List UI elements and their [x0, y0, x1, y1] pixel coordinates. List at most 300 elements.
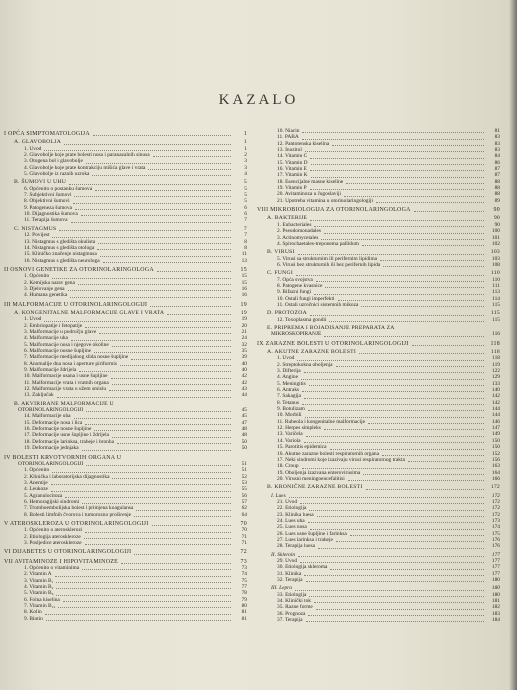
toc-entry-title: 11. Terapija šumova	[24, 217, 68, 224]
toc-page-number: 21	[241, 328, 247, 335]
dot-leader	[68, 290, 231, 291]
dot-leader	[97, 249, 231, 250]
dot-leader	[324, 429, 484, 430]
dot-leader	[78, 284, 231, 285]
dot-leader	[304, 442, 484, 443]
toc-page-number: 62	[241, 505, 247, 512]
toc-entry-title: 6. Općenito o postanku šumova	[24, 185, 93, 192]
toc-page-number: 87	[494, 166, 500, 173]
toc-entry	[4, 292, 247, 298]
dot-leader	[302, 132, 484, 133]
toc-page-number: 84	[494, 153, 500, 160]
dot-leader	[58, 607, 231, 608]
dot-leader	[56, 588, 231, 589]
dot-leader	[295, 590, 484, 591]
dot-leader	[311, 177, 484, 178]
toc-entry-title: 32. Terapija	[277, 577, 303, 584]
dot-leader	[112, 437, 231, 438]
dot-leader	[317, 516, 484, 517]
toc-page-number: 7	[244, 217, 247, 224]
toc-entry-title: 26. Lues usne šupljine i farinksa	[277, 530, 347, 537]
toc-entry-title: 18. Esencijalne masne kiseline	[277, 178, 344, 185]
dot-leader	[52, 237, 231, 238]
dot-leader	[69, 184, 231, 185]
toc-entry	[4, 258, 247, 264]
toc-entry-title: 11. PABA	[277, 134, 299, 141]
toc-page-number: 81	[494, 128, 500, 134]
toc-entry-title: 3. Anemije	[24, 479, 48, 486]
toc-page-number: 122	[491, 368, 500, 375]
toc-entry-title: 19. Vitamin P	[277, 185, 307, 192]
toc-entry-title: 3. Difterija	[277, 368, 301, 375]
toc-entry	[257, 617, 500, 623]
toc-entry-title: VI DIJABETES U OTORINOLARINGOLOGIJI	[4, 549, 132, 556]
dot-leader	[120, 365, 231, 366]
toc-page-number: 150	[491, 444, 500, 451]
toc-entry-title: 1. Općenito o aterosklerozi	[24, 527, 83, 534]
dot-leader	[93, 135, 231, 136]
toc-page-number: 2	[244, 152, 247, 159]
toc-entry-title: B. KRONIČNE ZARAZNE BOLESTI	[267, 484, 363, 491]
toc-page-number: 51	[241, 460, 247, 467]
dot-leader	[86, 465, 231, 466]
toc-entry-title: 16. Nistagmus s gledišta neurologa	[24, 257, 100, 264]
toc-page-number: 11	[241, 251, 247, 258]
toc-entry-title: MIKROSKOPIRANJE	[271, 331, 322, 338]
toc-page-number: 116	[492, 331, 500, 338]
toc-page-number: 51	[241, 467, 247, 474]
toc-entry-title: 14. Vitamin C	[277, 153, 308, 160]
toc-entry-title: 2. Kemijska narav gena	[24, 279, 75, 286]
toc-page-number: 150	[491, 437, 500, 444]
toc-entry-title: 9. Patogeneza šumova	[24, 204, 73, 211]
dot-leader	[92, 175, 231, 176]
toc-page-number: 177	[491, 558, 500, 564]
toc-page-number: 87	[494, 172, 500, 179]
dot-leader	[304, 398, 484, 399]
dot-leader	[376, 202, 484, 203]
toc-page-number: 81	[241, 609, 247, 616]
toc-entry-title: 6. Folna kiselina	[24, 596, 60, 603]
toc-page-number: 5	[244, 192, 247, 199]
toc-entry-title: 9. Malformacije ždrijela	[24, 367, 77, 374]
toc-left-column	[4, 128, 247, 622]
dot-leader	[298, 254, 484, 255]
dot-leader	[85, 532, 231, 533]
toc-page-number: 1	[243, 131, 247, 137]
toc-page-number: 5	[244, 198, 247, 205]
toc-page-number: 83	[494, 134, 500, 141]
dot-leader	[316, 281, 484, 282]
toc-entry-title: OTORINOLARINGOLOGIJI	[18, 407, 84, 414]
dot-leader	[330, 449, 484, 450]
toc-entry-title: 2. Streptokokna oboljenja	[277, 361, 333, 368]
toc-right-column	[257, 128, 500, 623]
toc-page-number: 129	[491, 374, 500, 381]
toc-page-number: 1	[243, 139, 247, 146]
toc-entry-title: 8. Tetanus	[277, 399, 299, 406]
toc-page-number: 172	[491, 505, 500, 512]
toc-entry-title: 6. Antraks	[277, 387, 300, 394]
toc-page-number: 45	[241, 413, 247, 420]
dot-leader	[59, 230, 231, 231]
toc-entry-title: 12. Pantotenska kiselina	[277, 140, 330, 147]
dot-leader	[332, 145, 484, 146]
dot-leader	[136, 510, 231, 511]
dot-leader	[308, 615, 484, 616]
toc-page-number: 133	[491, 380, 500, 387]
dot-leader	[368, 423, 484, 424]
toc-page-number: 13	[241, 257, 247, 264]
toc-page-number: 53	[241, 479, 247, 486]
dot-leader	[363, 474, 484, 475]
toc-page-number: 149	[491, 431, 500, 438]
toc-entry-title: 19. Deformacije jednjaka	[24, 445, 79, 452]
dot-leader	[103, 262, 231, 263]
toc-entry-title: II OSNOVI GENETIKE ZA OTORINOLARINGOLOGA	[4, 266, 154, 273]
toc-entry-title: 21. Uvod	[277, 498, 298, 505]
toc-entry-title: 1. Eubacteriales	[277, 221, 312, 228]
toc-page-number: 1	[244, 145, 247, 152]
toc-entry-title: 1. Uvod	[24, 316, 42, 323]
dot-leader	[75, 209, 231, 210]
toc-entry-title: 11. Rubeola i kongenitalne malformacije	[277, 418, 365, 425]
toc-page-number: 119	[492, 361, 500, 368]
toc-page-number: 88	[494, 185, 500, 192]
toc-entry-title: VII AVITAMINOZE I HIPOVITAMINOZE	[4, 558, 119, 565]
toc-page-number: 50	[241, 438, 247, 445]
toc-entry-title: 18. Croup	[277, 463, 299, 470]
dot-leader	[94, 430, 231, 431]
toc-page-number: 71	[241, 539, 247, 546]
toc-page-number: 64	[241, 511, 247, 518]
toc-page-number: 48	[241, 432, 247, 439]
toc-page-number: 55	[241, 486, 247, 493]
toc-page-number: 5	[243, 179, 247, 186]
dot-leader	[150, 306, 231, 307]
toc-entry-title: 25. Lues nosa	[277, 524, 307, 531]
dot-leader	[314, 294, 484, 295]
toc-page-number: 43	[241, 386, 247, 393]
toc-entry-title: A. GLAVOBOLJA	[14, 139, 62, 146]
toc-entry-title: 13. Varičela	[277, 431, 303, 438]
toc-entry	[257, 207, 500, 213]
toc-entry-title: I. Lues	[271, 492, 286, 499]
toc-entry-title: 13. Inozitol	[277, 147, 302, 154]
toc-page-number: 102	[491, 240, 500, 247]
toc-page-number: 70	[241, 527, 247, 534]
dot-leader	[74, 196, 231, 197]
dot-leader	[134, 516, 231, 517]
toc-entry-title: 15. Kliničko značenje nistagmusa	[24, 251, 97, 258]
dot-leader	[408, 461, 484, 462]
toc-page-number: 182	[491, 604, 500, 611]
toc-entry-title: 7. Opća svojstva	[277, 276, 313, 283]
dot-leader	[306, 581, 484, 582]
dot-leader	[348, 480, 484, 481]
toc-page-number: 83	[494, 147, 500, 154]
toc-entry-title: 9. Botulizam	[277, 406, 305, 413]
dot-leader	[361, 306, 484, 307]
toc-entry-title: 27. Lues larinksa i traheje	[277, 536, 333, 543]
toc-entry-title: 3. Vitamin B₁	[24, 577, 54, 584]
toc-entry-title: 17. Neki sindromi koje izazivaju virusi respiratornog trakta	[277, 456, 405, 463]
toc-entry-title: 2. Vitamin A	[24, 571, 52, 578]
dot-leader	[56, 595, 231, 596]
toc-entry-title: 2. Embriopatije i fetopatije	[24, 322, 83, 329]
dot-leader	[310, 158, 484, 159]
toc-entry	[4, 131, 247, 137]
dot-leader	[99, 333, 231, 334]
dot-leader	[310, 315, 484, 316]
toc-page-number: 177	[491, 564, 500, 571]
toc-entry-title: B. ŠUMOVI U UHU	[14, 179, 67, 186]
toc-page-number: 113	[492, 289, 500, 296]
toc-page-number: 114	[492, 295, 500, 302]
toc-page-number: 90	[493, 215, 500, 222]
toc-page-number: 42	[241, 373, 247, 380]
toc-entry-title: 21. Upotreba vitamina u otorinolaringologiji	[277, 197, 373, 204]
toc-entry-title: 20. Virusni meningoencefalitisi	[277, 475, 345, 482]
toc-entry-title: IV BOLESTI KRVOTVORNIH ORGANA U	[4, 454, 122, 461]
toc-page-number: 176	[491, 543, 500, 550]
dot-leader	[325, 287, 484, 288]
toc-page-number: 142	[491, 399, 500, 406]
toc-page-number: 180	[491, 585, 500, 592]
toc-entry-title: 11. Ostali uzročnici sistemnih mikoza	[277, 301, 359, 308]
toc-page-number: 103	[490, 249, 500, 256]
dot-leader	[359, 353, 484, 354]
toc-entry-title: 15. Deformacije nosa i lica	[24, 419, 83, 426]
toc-entry-title: 5. Virusi sa strukturnim ili perifernim lipidima	[277, 255, 378, 262]
toc-page-number: 172	[491, 492, 500, 499]
toc-entry-title: 5. Agranulocitoza	[24, 492, 63, 499]
toc-page-number: 6	[244, 204, 247, 211]
dot-leader	[309, 510, 484, 511]
dot-leader	[350, 535, 484, 536]
toc-entry-title: 22. Etiologija	[277, 505, 307, 512]
dot-leader	[338, 300, 485, 301]
dot-leader	[86, 411, 231, 412]
dot-leader	[310, 189, 484, 190]
dot-leader	[111, 378, 231, 379]
toc-entry-title: 33. Etiologija	[277, 591, 307, 598]
dot-leader	[84, 538, 231, 539]
toc-page-number: 140	[491, 387, 500, 394]
toc-entry-title: 7. Malformacije medijalnog slida nosne šupljine	[24, 354, 129, 361]
toc-entry-title: 5. Meningitis	[277, 380, 306, 387]
toc-entry-title: 15. Parotitis epidemica	[277, 444, 327, 451]
toc-page-number: 42	[241, 379, 247, 386]
dot-leader	[316, 609, 484, 610]
toc-entry-title: III MALFORMACIJE U OTORINOLARINGOLOGIJI	[4, 301, 148, 308]
dot-leader	[152, 525, 231, 526]
dot-leader	[336, 366, 484, 367]
toc-page-number: 5	[244, 185, 247, 192]
dot-leader	[71, 340, 231, 341]
dot-leader	[330, 569, 484, 570]
toc-entry	[4, 217, 247, 223]
toc-page-number: 77	[241, 584, 247, 591]
toc-page-number: 81	[241, 615, 247, 622]
toc-page-number: 180	[491, 577, 500, 584]
dot-leader	[73, 203, 231, 204]
toc-entry	[4, 445, 247, 451]
toc-entry-title: 14. Nistagmus s gledišta otologa	[24, 244, 95, 251]
toc-entry	[257, 198, 500, 204]
dot-leader	[117, 443, 231, 444]
dot-leader	[382, 455, 484, 456]
dot-leader	[309, 385, 484, 386]
dot-leader	[414, 211, 484, 212]
dot-leader	[306, 436, 484, 437]
toc-entry-title: 4. Spirochaetales-treponema pallidum	[277, 240, 359, 247]
toc-page-number: 19	[240, 309, 247, 316]
toc-page-number: 40	[241, 360, 247, 367]
toc-page-number: 7	[244, 232, 247, 239]
dot-leader	[55, 576, 231, 577]
toc-page-number: 90	[493, 207, 500, 214]
dot-leader	[321, 239, 484, 240]
toc-entry-title: 35. Razne forme	[277, 604, 313, 611]
toc-entry	[4, 512, 247, 518]
toc-entry-title: 4. Glavobolje koje prate kontrakciju mišića glave i vrata	[24, 164, 146, 171]
toc-page-number: 16	[241, 292, 247, 299]
toc-entry-title: VIII MIKROBIOLOGIJA ZA OTORINOLARINGOLOGA	[257, 207, 411, 214]
dot-leader	[112, 384, 231, 385]
toc-entry-title: 2. Pseudomonadales	[277, 228, 322, 235]
toc-entry-title: E. PRIPREMA I BOJADISANJE PREPARATA ZA	[267, 324, 395, 331]
toc-entry-title: B. AKVIRIRANE MALFORMACIJE U	[14, 400, 114, 407]
toc-page-number: 15	[240, 266, 247, 273]
toc-entry	[4, 302, 247, 308]
toc-entry-title: 4. Humana genetika	[24, 292, 68, 299]
toc-page-number: 180	[491, 591, 500, 598]
dot-leader	[121, 563, 231, 564]
toc-entry-title: 30. Etiologija skleroma	[277, 564, 328, 571]
dot-leader	[112, 346, 231, 347]
toc-page-number: 152	[491, 450, 500, 457]
dot-leader	[82, 450, 231, 451]
dot-leader	[52, 278, 231, 279]
toc-page-number: 32	[241, 341, 247, 348]
page-title: KAZALO	[218, 92, 299, 108]
toc-page-number: 144	[491, 412, 500, 419]
toc-entry-title: 8. Objektivni šumovi	[24, 198, 70, 205]
toc-page-number: 142	[491, 393, 500, 400]
toc-entry-title: 15. Vitamin D	[277, 159, 308, 166]
toc-page-number: 144	[491, 406, 500, 413]
toc-page-number: 40	[241, 367, 247, 374]
toc-entry-title: 4. Angine	[277, 374, 298, 381]
toc-entry-title: 10. Niacin	[277, 128, 300, 134]
toc-page-number: 3	[244, 164, 247, 171]
toc-entry	[257, 241, 500, 247]
dot-leader	[344, 196, 484, 197]
toc-entry-title: II. Skleroin	[271, 551, 296, 558]
toc-entry-title: 3. Actinomycetales	[277, 234, 319, 241]
toc-page-number: 80	[241, 603, 247, 610]
toc-entry-title: 13. Zaključak	[24, 392, 54, 399]
toc-entry-title: 12. Toxoplasma gondii	[277, 316, 327, 323]
toc-entry-title: 7. Vitamin B₁₂	[24, 603, 56, 610]
dot-leader	[44, 150, 231, 151]
toc-page-number: 15	[241, 273, 247, 280]
toc-entry-title: 17. Vitamin K	[277, 172, 308, 179]
dot-leader	[310, 529, 484, 530]
toc-page-number: 16	[241, 285, 247, 292]
toc-entry-title: 11. Malformacije vrata i vratnih organa	[24, 379, 109, 386]
dot-leader	[85, 327, 231, 328]
dot-leader	[297, 360, 484, 361]
toc-entry-title: 6. Virusi bez strukturnih ili bez perifernih lipida	[277, 261, 381, 268]
toc-page-number: 19	[240, 301, 247, 308]
toc-page-number: 4	[244, 171, 247, 178]
toc-page-number: 118	[492, 355, 500, 362]
dot-leader	[324, 233, 484, 234]
dot-leader	[100, 256, 231, 257]
dot-leader	[366, 489, 484, 490]
toc-page-number: 50	[241, 445, 247, 452]
dot-leader	[95, 190, 231, 191]
dot-leader	[362, 245, 484, 246]
dot-leader	[57, 397, 231, 398]
toc-entry-title: 14. Variola	[277, 437, 301, 444]
toc-entry-title: 16. Deformacije nosne šupljine	[24, 426, 92, 433]
toc-entry-title: 8. Anomalije dna nosa i aperture piriformis	[24, 360, 117, 367]
toc-page-number: 172	[491, 498, 500, 505]
toc-entry-title: 3. Djelovanje gena	[24, 285, 65, 292]
toc-page-number: 73	[240, 558, 247, 565]
toc-entry-title: 5. Malformacije nosa i njegove okoline	[24, 341, 109, 348]
toc-entry-title: A. BAKTERIJE	[267, 215, 308, 222]
dot-leader	[310, 220, 484, 221]
dot-leader	[310, 170, 484, 171]
dot-leader	[81, 215, 231, 216]
dot-leader	[304, 575, 484, 576]
dot-leader	[305, 151, 484, 152]
dot-leader	[109, 390, 231, 391]
dot-leader	[304, 372, 484, 373]
toc-page-number: 15	[241, 279, 247, 286]
toc-page-number: 6	[244, 211, 247, 218]
toc-page-number: 88	[494, 178, 500, 185]
toc-entry-title: 5. Glavobolje iz raznih uzroka	[24, 171, 90, 178]
toc-page-number: 156	[491, 456, 500, 463]
dot-leader	[157, 271, 231, 272]
toc-entry-title: 12. Malformacije vrata u užem smislu	[24, 386, 107, 393]
toc-page-number: 79	[241, 596, 247, 603]
toc-page-number: 3	[244, 158, 247, 165]
toc-entry-title: 3. Otogena bol i glavobolje	[24, 158, 83, 165]
toc-entry-title: 18. Deformacije larinksa, trahеje i bronha	[24, 438, 114, 445]
toc-page-number: 86	[494, 159, 500, 166]
dot-leader	[51, 491, 231, 492]
toc-page-number: 35	[241, 348, 247, 354]
toc-page-number: 118	[490, 349, 500, 355]
dot-leader	[302, 404, 484, 405]
dot-leader	[134, 554, 231, 555]
toc-page-number: 73	[241, 565, 247, 571]
toc-entry-title: 16. Vitamin E	[277, 166, 307, 173]
toc-entry-title: 6. Hemoragijski sindromi	[24, 498, 80, 505]
toc-page-number: 110	[492, 276, 500, 283]
toc-page-number: 181	[491, 598, 500, 605]
dot-leader	[301, 379, 484, 380]
toc-page-number: 164	[491, 469, 500, 476]
toc-page-number: 177	[491, 570, 500, 577]
dot-leader	[302, 468, 484, 469]
